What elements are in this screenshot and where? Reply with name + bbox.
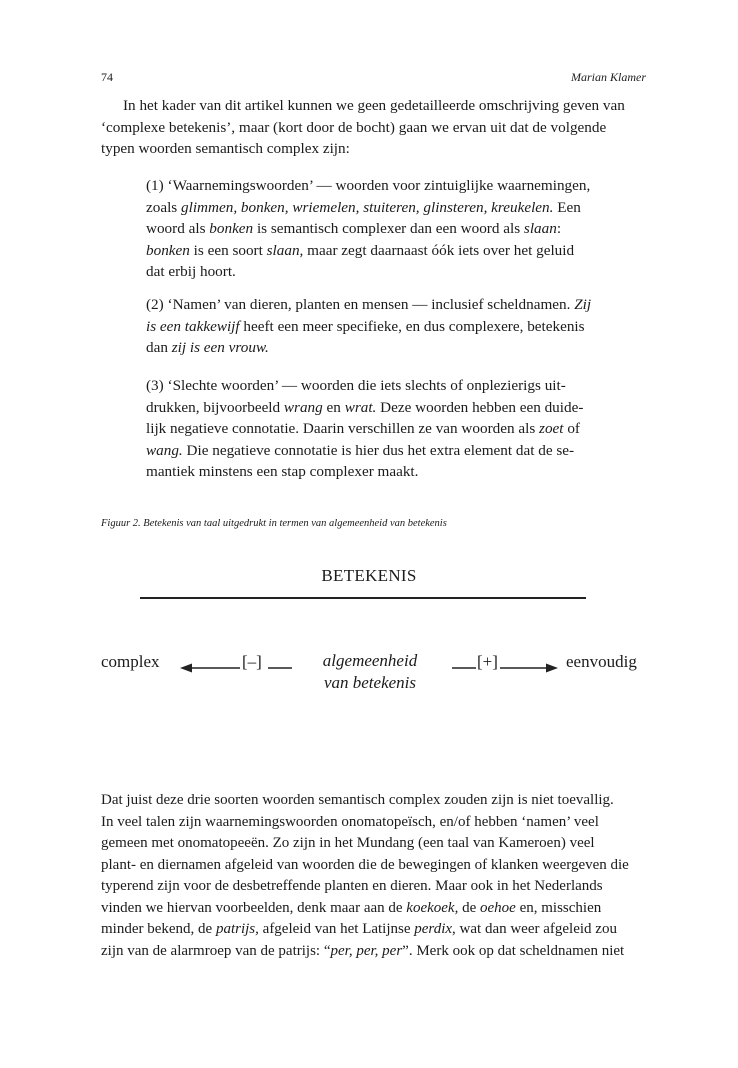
figure-caption: Figuur 2. Betekenis van taal uitgedrukt in termen van algemeenheid van betekenis: [101, 518, 447, 529]
text-line: (1) ‘Waarnemingswoorden’ — woorden voor zintuiglijke waarnemingen,: [146, 177, 591, 194]
page-number: 74: [101, 70, 113, 84]
text-line: ‘complexe betekenis’, maar (kort door de bocht) gaan we ervan uit dat de volgende: [101, 118, 607, 136]
text-line: In het kader van dit artikel kunnen we geen gedetailleerde omschrijving geven van: [123, 97, 625, 114]
italic-word: koekoek,: [406, 899, 459, 916]
text-line: [146, 418, 606, 440]
text-line: [146, 240, 606, 262]
body-paragraph: [101, 790, 645, 962]
text-run: zijn van de alarmroep van de patrijs: “: [101, 942, 331, 959]
running-head-author: Marian Klamer: [571, 70, 646, 84]
italic-word: perdix: [414, 921, 453, 937]
text-run: Deze woorden hebben een duide-: [376, 398, 584, 416]
right-arrow-tail: [452, 662, 476, 674]
text-line: [146, 397, 606, 419]
text-line: dat erbij hoort.: [146, 263, 236, 280]
right-arrow-icon: [500, 662, 558, 674]
text-line: typen woorden semantisch complex zijn:: [101, 140, 350, 157]
italic-word: slaan: [523, 220, 557, 237]
left-arrow-icon: [180, 662, 240, 674]
italic-word: patrijs,: [215, 921, 259, 937]
text-run: heeft een meer specifieke, en dus complexere, betekenis: [239, 317, 585, 335]
italic-word: oehoe: [480, 899, 516, 916]
text-line: [146, 294, 606, 316]
text-run: woord als: [146, 220, 210, 237]
text-line: [146, 316, 606, 338]
text-line: mantiek minstens een stap complexer maakt.: [146, 463, 419, 480]
center-label-line1: algemeenheid: [322, 651, 418, 670]
right-label: eenvoudig: [566, 652, 637, 671]
text-run: en, misschien: [515, 899, 602, 916]
text-run: is semantisch complexer dan een woord als: [253, 220, 524, 237]
italic-word: bonken: [146, 241, 190, 259]
list-item-bad-words: [146, 375, 606, 483]
list-item-names: [146, 294, 606, 359]
italic-word: per, per, per: [330, 942, 403, 959]
text-run: (2) ‘Namen’ van dieren, planten en mensen — inclusief scheldnamen.: [146, 296, 575, 313]
text-run: de: [458, 899, 481, 916]
italic-word: bonken: [209, 220, 254, 237]
text-line: [101, 941, 645, 963]
italic-word: wang.: [146, 441, 183, 459]
center-label-line2: van betekenis: [323, 673, 417, 692]
text-run: minder bekend, de: [101, 921, 216, 937]
text-line: [146, 440, 606, 462]
italic-word: wrat.: [344, 398, 377, 416]
text-line: [101, 898, 645, 920]
italic-word: wrang: [283, 398, 323, 416]
text-run: maar zegt daarnaast óók iets over het geluid: [303, 241, 575, 259]
italic-example: Zij: [574, 296, 592, 313]
text-line: [146, 337, 606, 359]
text-line: [146, 197, 606, 219]
text-line: gemeen met onomatopeeën. Zo zijn in het Mundang (een taal van Kameroen) veel: [101, 835, 595, 851]
text-run: lijk negatieve connotatie. Daarin verschillen ze van woorden als: [146, 420, 540, 437]
text-line: (3) ‘Slechte woorden’ — woorden die iets slechts of onplezierigs uit-: [146, 377, 566, 394]
text-line: In veel talen zijn waarnemingswoorden onomatopeïsch, en/of hebben ‘namen’ veel: [101, 813, 599, 830]
italic-example: is een takkewijf: [146, 317, 240, 335]
italic-word: zoet: [539, 420, 564, 437]
italic-word: slaan,: [266, 241, 304, 259]
title-rule: [140, 597, 586, 599]
center-label: [300, 650, 440, 694]
text-run: Een: [553, 198, 581, 216]
text-run: ”. Merk ook op dat scheldnamen niet: [402, 942, 625, 959]
left-arrow-tail: [268, 662, 292, 674]
text-run: afgeleid van het Latijnse: [258, 921, 415, 937]
text-line: [101, 919, 645, 941]
diagram-title: BETEKENIS: [321, 566, 417, 585]
italic-example: zij is een vrouw.: [171, 339, 269, 356]
text-run: :: [556, 220, 562, 237]
text-run: is een soort: [189, 241, 267, 259]
italic-examples: glimmen, bonken, wriemelen, stuiteren, glinsteren, kreukelen.: [181, 198, 554, 216]
list-item-observation-words: [146, 175, 606, 283]
text-line: plant- en diernamen afgeleid van woorden die de bewegingen of klanken weergeven die: [101, 856, 629, 873]
minus-sign: [–]: [242, 652, 262, 671]
plus-sign: [+]: [477, 652, 498, 671]
text-line: typerend zijn voor de desbetreffende planten en dieren. Maar ook in het Nederlands: [101, 878, 603, 894]
text-run: Die negatieve connotatie is hier dus het extra element dat de se-: [182, 441, 575, 459]
text-run: drukken, bijvoorbeeld: [146, 398, 284, 416]
intro-paragraph: [101, 95, 645, 160]
text-line: [146, 218, 606, 240]
text-run: dan: [146, 339, 172, 356]
text-run: en: [322, 398, 345, 416]
text-run: vinden we hiervan voorbeelden, denk maar aan de: [101, 899, 407, 916]
text-run: , wat dan weer afgeleid zou: [452, 921, 617, 937]
left-label: complex: [101, 652, 160, 671]
text-run: of: [563, 420, 580, 437]
text-run: zoals: [146, 198, 182, 216]
text-line: Dat juist deze drie soorten woorden semantisch complex zouden zijn is niet toevallig.: [101, 792, 614, 808]
